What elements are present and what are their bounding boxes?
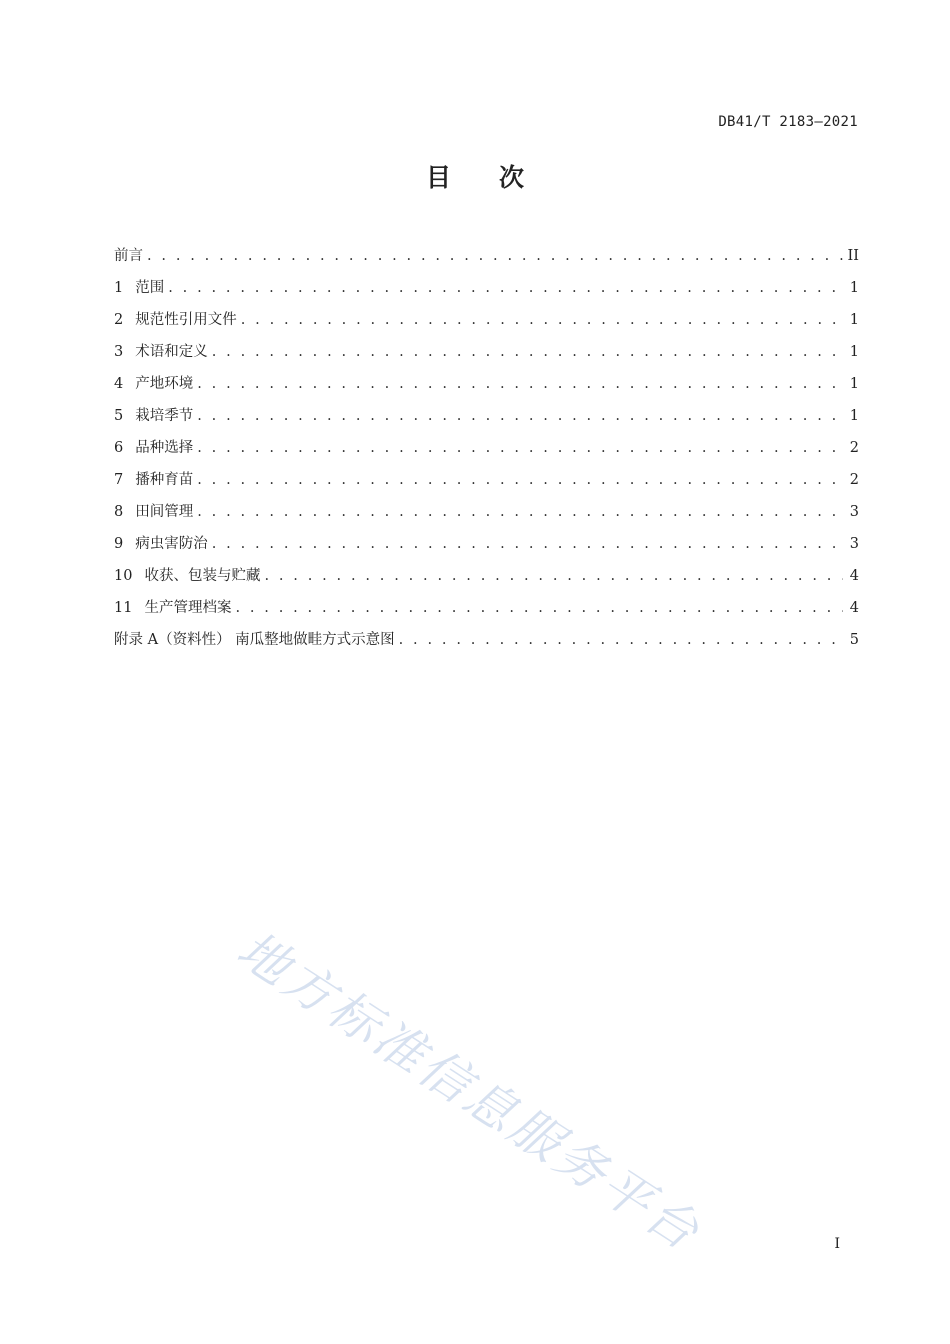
toc-entry-label: 病虫害防治 <box>135 536 208 552</box>
toc-entry-number: 6 <box>114 440 124 456</box>
toc-entry-number: 4 <box>114 376 124 392</box>
toc-entry-page: 2 <box>849 440 859 456</box>
toc-entry-number: 1 <box>114 280 124 296</box>
toc-entry-page: 1 <box>849 376 859 392</box>
toc-entry-page: II <box>847 248 859 264</box>
toc-entry-8[interactable] <box>114 500 859 532</box>
toc-leader-dots <box>399 632 843 648</box>
toc-entry-page: 3 <box>849 536 859 552</box>
toc-entry-page: 1 <box>849 312 859 328</box>
toc-entry-10[interactable] <box>114 564 859 596</box>
toc-entry-appendix-a[interactable] <box>114 628 859 660</box>
toc-entry-page: 4 <box>849 568 859 584</box>
standard-code: DB41/T 2183—2021 <box>718 114 858 130</box>
toc-appendix-prefix: 附录 A（资料性） <box>114 632 231 648</box>
toc-entry-6[interactable] <box>114 436 859 468</box>
toc-entry-9[interactable] <box>114 532 859 564</box>
toc-entry-number: 10 <box>114 568 133 584</box>
page-title: 目次 <box>425 163 572 192</box>
toc-leader-dots <box>168 280 843 296</box>
toc-leader-dots <box>147 248 843 264</box>
toc-entry-page: 1 <box>849 280 859 296</box>
toc-entry-label: 范围 <box>135 280 165 296</box>
toc-leader-dots <box>212 344 843 360</box>
toc-entry-11[interactable] <box>114 596 859 628</box>
toc-leader-dots <box>197 440 843 456</box>
toc-entry-7[interactable] <box>114 468 859 500</box>
toc-leader-dots <box>197 472 843 488</box>
toc-entry-number: 5 <box>114 408 124 424</box>
toc-entry-3[interactable] <box>114 340 859 372</box>
toc-entry-page: 1 <box>849 408 859 424</box>
toc-leader-dots <box>212 536 843 552</box>
toc-entry-label: 南瓜整地做畦方式示意图 <box>235 632 395 648</box>
toc-leader-dots <box>197 408 843 424</box>
toc-entry-label: 田间管理 <box>135 504 194 520</box>
toc-entry-page: 2 <box>849 472 859 488</box>
toc-entry-label: 前言 <box>114 248 143 264</box>
toc-entry-page: 4 <box>849 600 859 616</box>
toc-entry-label: 栽培季节 <box>135 408 194 424</box>
table-of-contents <box>114 244 859 660</box>
toc-entry-number: 2 <box>114 312 124 328</box>
toc-entry-label: 收获、包装与贮藏 <box>144 568 261 584</box>
toc-entry-page: 5 <box>849 632 859 648</box>
watermark: 地方标准信息服务平台 <box>227 920 712 1263</box>
toc-leader-dots <box>264 568 843 584</box>
toc-entry-1[interactable] <box>114 276 859 308</box>
toc-entry-label: 品种选择 <box>135 440 194 456</box>
toc-leader-dots <box>241 312 843 328</box>
toc-entry-label: 术语和定义 <box>135 344 208 360</box>
toc-entry-number: 11 <box>114 600 133 616</box>
page-number: I <box>834 1236 840 1252</box>
toc-entry-label: 播种育苗 <box>135 472 194 488</box>
toc-entry-5[interactable] <box>114 404 859 436</box>
toc-entry-page: 3 <box>849 504 859 520</box>
toc-leader-dots <box>197 504 843 520</box>
toc-entry-number: 9 <box>114 536 124 552</box>
toc-entry-label: 规范性引用文件 <box>135 312 237 328</box>
toc-entry-number: 8 <box>114 504 124 520</box>
toc-entry-label: 产地环境 <box>135 376 194 392</box>
toc-entry-number: 3 <box>114 344 124 360</box>
toc-entry-page: 1 <box>849 344 859 360</box>
toc-leader-dots <box>235 600 843 616</box>
toc-entry-foreword[interactable] <box>114 244 859 276</box>
toc-entry-4[interactable] <box>114 372 859 404</box>
toc-entry-number: 7 <box>114 472 124 488</box>
toc-leader-dots <box>197 376 843 392</box>
toc-entry-2[interactable] <box>114 308 859 340</box>
toc-entry-label: 生产管理档案 <box>144 600 232 616</box>
